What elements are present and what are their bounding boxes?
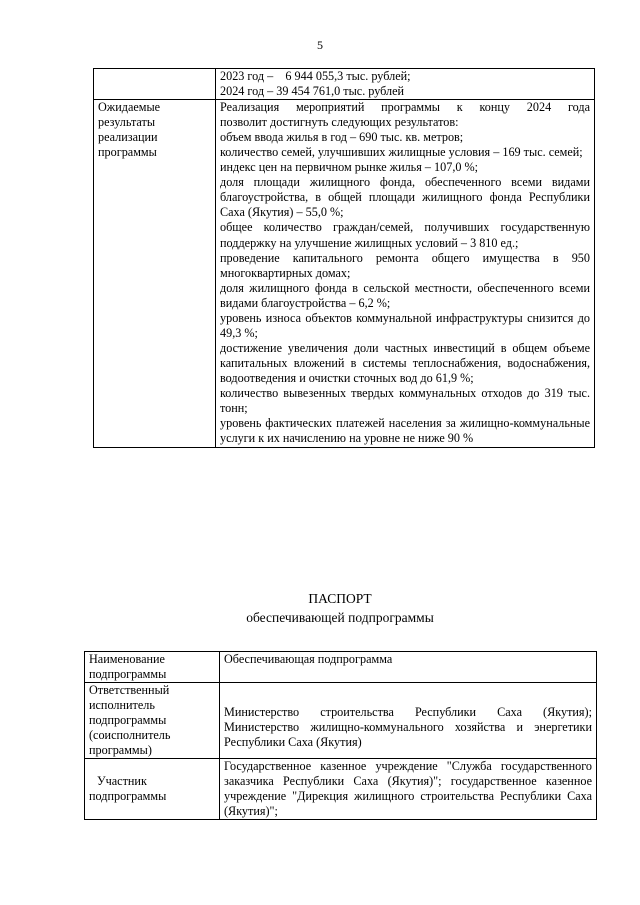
subprogram-name-value: Обеспечивающая подпрограмма [220,652,597,683]
empty-label-cell [94,69,216,100]
result-item: общее количество граждан/семей, получивших государственную поддержку на улучшение жилищных условий – 3 810 ед.; [220,220,590,250]
label-line: Наименование [89,652,165,666]
intro-line: позволит достигнуть следующих результатов: [220,115,459,130]
result-item: доля площади жилищного фонда, обеспеченного всеми видами благоустройства, в общей площади жилищного фонда Республики Саха (Якутия) – 55,0 %; [220,175,590,220]
label-line: исполнитель [89,698,155,712]
label-line: Участник [97,774,147,788]
subprogram-passport-table [84,651,597,820]
subprogram-name-label [85,652,220,683]
label-line: результаты [98,115,156,130]
table-row [85,759,597,820]
funding-cell [216,69,595,100]
result-item: количество вывезенных твердых коммунальных отходов до 319 тыс. тонн; [220,385,590,416]
expected-results-label [94,100,216,448]
participant-label [85,759,220,820]
intro-line: Реализация мероприятий программы к концу 2024 года [220,100,590,115]
label-line: подпрограммы [89,789,167,803]
table-row [94,69,595,100]
table-row [85,652,597,683]
result-item: уровень износа объектов коммунальной инфраструктуры снизится до 49,3 %; [220,310,590,340]
passport-subtitle: обеспечивающей подпрограммы [246,610,434,625]
result-item: доля жилищного фонда в сельской местности, обеспеченного всеми видами благоустройства – 6,2 %; [220,280,590,310]
result-item: проведение капитального ремонта общего имущества в 950 многоквартирных домах; [220,250,590,280]
program-passport-table-continued [93,68,595,448]
passport-title: ПАСПОРТ [308,591,372,606]
label-line: Ответственный [89,683,170,697]
result-item: индекс цен на первичном рынке жилья – 107,0 %; [220,160,479,175]
label-line: подпрограммы [89,713,167,727]
passport-heading [0,589,640,627]
result-item: уровень фактических платежей населения за жилищно-коммунальные услуги к их начислению на уровне не ниже 90 % [220,416,590,446]
label-line: программы) [89,743,152,757]
funding-line-2023: 2023 год – 6 944 055,3 тыс. рублей; [220,69,411,83]
page-number: 5 [317,38,323,52]
label-line: подпрограммы [89,667,167,681]
result-item: объем ввода жилья в год – 690 тыс. кв. метров; [220,130,464,145]
label-line: программы [98,145,157,160]
result-item: количество семей, улучшивших жилищные условия – 169 тыс. семей; [220,145,583,160]
expected-results-content [216,100,595,448]
result-item: достижение увеличения доли частных инвестиций в общем объеме капитальных вложений в системы теплоснабжения, водоснабжения, водоотведения и очистки сточных вод до 61,9 %; [220,340,590,385]
funding-line-2024: 2024 год – 39 454 761,0 тыс. рублей [220,84,405,99]
label-line: реализации [98,130,158,145]
label-line: (соисполнитель [89,728,171,742]
table-row [94,100,595,448]
responsible-executor-label [85,683,220,759]
table-row [85,683,597,759]
participant-value: Государственное казенное учреждение "Служба государственного заказчика Республики Саха (Якутия)"; государственное казенное учреждение "Дирекция жилищного строительства Республики Саха (Якутия)"; [220,759,597,820]
responsible-executor-value: Министерство строительства Республики Саха (Якутия); Министерство жилищно-коммунального хозяйства и энергетики Республики Саха (Якутия) [220,683,597,759]
label-line: Ожидаемые [98,100,161,115]
